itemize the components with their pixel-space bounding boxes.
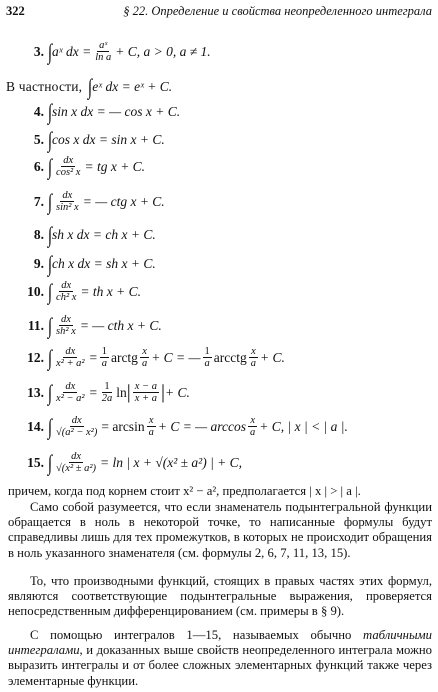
fraction (147, 415, 156, 438)
formula-5 (0, 129, 438, 151)
formula-4 (0, 101, 438, 123)
fraction-numerator: x − a (134, 381, 157, 392)
formula-rest: + C = — (151, 349, 201, 365)
integral-sign: ∫ (47, 153, 53, 179)
formula-11 (0, 314, 438, 337)
formula-number: 6. (33, 158, 44, 174)
formula-number: 8. (33, 227, 44, 242)
fraction-denominator: a (204, 358, 210, 370)
fraction-numerator: dx (71, 451, 81, 462)
formula-integrand: cos x dx = sin x + C. (52, 132, 165, 147)
formula-rest: arcctg (213, 349, 247, 365)
formula-6 (0, 155, 438, 178)
formula-rest: = ln | x + √(x² ± a²) | + C, (100, 454, 243, 470)
fraction-numerator: dx (65, 381, 76, 392)
formula-9 (0, 253, 438, 275)
italic-term: табличными интегралами (8, 628, 432, 658)
formula-rest: = (88, 384, 98, 400)
formula-integrand: eˣ dx = eˣ + C. (92, 79, 173, 94)
fraction-numerator: dx (63, 155, 74, 166)
formula-10 (0, 280, 438, 303)
formula-integrand: ch x dx = sh x + C. (52, 256, 156, 271)
formula-integrand: sin x dx = — cos x + C. (52, 104, 181, 119)
formula-rest: ln (116, 384, 127, 400)
fraction-numerator: aˣ (99, 40, 108, 51)
formula-number: 9. (33, 256, 44, 271)
formula-rest: + C. (260, 349, 285, 365)
body-paragraph: причем, когда под корнем стоит x² − a², предполагается | x | > | a |. (8, 484, 361, 498)
formula-15 (0, 451, 438, 474)
body-paragraph: То, что производными функций, стоящих в правых частях этих формул, являются соответствующие подынтегральные выражения, проверяется непосредственным дифференцированием (см. примеры в § 9). (8, 574, 432, 619)
fraction (93, 40, 113, 63)
formula-3 (0, 40, 438, 63)
fraction-denominator: ch² x (56, 292, 77, 304)
fraction-numerator: dx (62, 190, 73, 201)
fraction-denominator: ln a (95, 52, 112, 64)
fraction-numerator: 1 (104, 381, 110, 392)
fraction (54, 190, 81, 213)
fraction-denominator: sin² x (56, 202, 79, 214)
integral-sign: ∫ (88, 74, 93, 99)
fraction-numerator: dx (61, 280, 72, 291)
integral-sign: ∫ (47, 188, 53, 214)
fraction (54, 381, 87, 404)
formula-14 (0, 415, 438, 438)
fraction-numerator: x (250, 415, 255, 426)
integral-sign: ∫ (47, 278, 53, 304)
formula-rest: + C. (165, 384, 190, 400)
integral-sign: ∫ (47, 449, 53, 475)
integral-sign: ∫ (47, 344, 53, 370)
fraction (54, 280, 78, 303)
formula-number: 5. (33, 132, 44, 147)
integral-sign: ∫ (47, 38, 53, 64)
fraction-numerator: x (148, 415, 154, 426)
formula-number: 10. (27, 283, 44, 299)
formula-integrand: sh x dx = ch x + C. (52, 227, 156, 242)
fraction-denominator: a (101, 358, 107, 370)
fraction (54, 314, 78, 337)
fraction-numerator: x (251, 346, 256, 357)
formula-rest: = tg x + C. (84, 158, 146, 174)
fraction-denominator: x + a (134, 393, 157, 405)
fraction-denominator: sh² x (56, 326, 76, 338)
formula-rest: = th x + C. (80, 283, 141, 299)
formula-number: 14. (27, 418, 44, 434)
fraction-denominator: a (141, 358, 148, 370)
formula-number: 13. (27, 384, 44, 400)
formula-rest: = arcsin (101, 418, 145, 434)
formula-rest: = — ctg x + C. (82, 193, 165, 209)
fraction (100, 381, 115, 404)
abs-bar: | (126, 381, 131, 404)
fraction (100, 346, 109, 369)
fraction (54, 451, 98, 474)
fraction-denominator: a (250, 427, 256, 439)
formula-rest: + C = — arccos (157, 418, 247, 434)
fraction-numerator: dx (65, 346, 76, 357)
fraction-numerator: 1 (204, 346, 210, 357)
integral-sign: ∫ (47, 251, 53, 276)
page-header (6, 4, 432, 22)
fraction (248, 415, 257, 438)
formula-rest: + C, | x | < | a |. (259, 418, 348, 434)
integral-sign: ∫ (47, 99, 53, 124)
abs-bar: | (160, 381, 165, 404)
formula-8 (0, 224, 438, 246)
fraction (54, 346, 87, 369)
fraction (249, 346, 258, 369)
running-title: § 22. Определение и свойства неопределенного интеграла (123, 4, 432, 18)
fraction-denominator: 2a (101, 393, 113, 405)
formula-rest: + C, a > 0, a ≠ 1. (115, 43, 211, 59)
fraction-numerator: dx (71, 415, 82, 426)
formula-number: 11. (27, 317, 44, 333)
page-number: 322 (6, 4, 25, 18)
fraction-denominator: √(x² ± a²) (56, 463, 97, 475)
fraction (54, 415, 99, 438)
fraction (54, 155, 82, 178)
formula-special-case (0, 76, 438, 98)
fraction-denominator: x² + a² (56, 358, 85, 370)
body-paragraph: Само собой разумеется, что если знаменатель подынтегральной функции обращается в ноль в некоторой точке, то написанные формулы будут справедливы лишь для тех промежутков, в которых не происходит обращения в ноль указанного знаменателя (см. формулы 2, 6, 7, 11, 13, 15). (8, 500, 432, 560)
integral-sign: ∫ (47, 222, 53, 247)
formula-12 (0, 346, 438, 369)
formula-integrand: aˣ dx = (52, 43, 92, 59)
fraction-numerator: 1 (101, 346, 107, 357)
fraction-numerator: x (142, 346, 147, 357)
formula-rest: = (88, 349, 98, 365)
formula-number: 12. (27, 349, 44, 365)
fraction-denominator: x² − a² (56, 393, 85, 405)
fraction (133, 381, 159, 404)
formula-number: 3. (33, 43, 44, 59)
integral-sign: ∫ (47, 413, 53, 439)
body-paragraph (8, 628, 432, 689)
fraction-denominator: cos² x (56, 167, 81, 179)
formula-rest: arctg (110, 349, 138, 365)
paragraph-text: С помощью интегралов 1—15, называемых обычно (30, 628, 364, 642)
formula-rest: = — cth x + C. (79, 317, 162, 333)
fraction-numerator: dx (60, 314, 71, 325)
formula-13 (0, 381, 438, 404)
fraction-denominator: a (148, 427, 154, 439)
formula-number: 15. (27, 454, 44, 470)
fraction-denominator: a (250, 358, 257, 370)
formula-number: 4. (33, 104, 44, 119)
integral-sign: ∫ (47, 312, 53, 338)
integral-sign: ∫ (47, 379, 53, 405)
fraction-denominator: √(a² − x²) (56, 427, 98, 439)
integral-sign: ∫ (47, 127, 53, 152)
formula-7 (0, 190, 438, 213)
paragraph-text: , и доказанных выше свойств неопределенного интеграла можно выразить интегралы и от более сложных элементарных функций также через элементарные функции. (8, 643, 432, 688)
formula-intro-text: В частности, (6, 79, 83, 94)
fraction (203, 346, 212, 369)
formula-number: 7. (33, 193, 44, 209)
fraction (140, 346, 149, 369)
